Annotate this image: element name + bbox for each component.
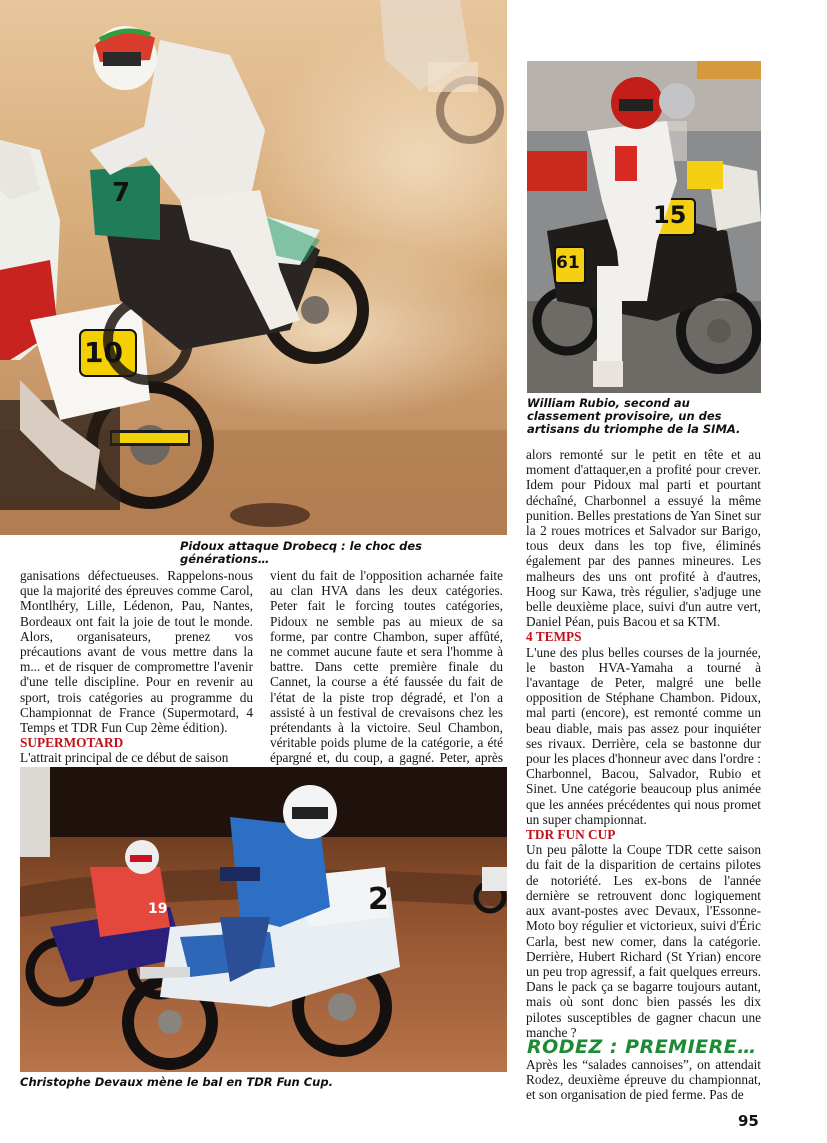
- column-middle: [270, 568, 503, 781]
- column-left: [20, 568, 253, 766]
- bib-number-2: 2: [368, 882, 389, 917]
- section-title-rodez: RODEZ : PREMIERE…: [527, 1036, 757, 1058]
- bib-number-10: 10: [84, 336, 123, 369]
- heading-4-temps: 4 TEMPS: [526, 629, 582, 645]
- right-photo-scene: [527, 61, 761, 393]
- heading-tdr-fun-cup: TDR FUN CUP: [526, 827, 616, 843]
- column-right-paragraph-2: L'une des plus belles courses de la journée, le baston HVA-Yamaha a tourné à l'avantage de Peter, malgré une belle opposition de Stéphane Chambon. Pidoux, mal parti (encore), est remonté comme un beau diable, mais pas assez pour inquiéter ses rivaux. Derrière, cela se bastonne dur pour les places d'honneur avec dans l'ordre : Charbonnel, Bacou, Salvador, Rubio et Sinet. Une catégorie beaucoup plus animée que les années précédentes qui nous promet un super championnat.: [526, 644, 761, 827]
- top-photo: [0, 0, 507, 535]
- bib-number-61: 61: [556, 253, 580, 273]
- column-middle-paragraph-1: vient du fait de l'opposition acharnée faite au clan HVA dans les deux catégories. Peter fait le forcing toutes catégories, Pidoux ne semble pas au mieux de sa forme, par contre Chambon, super affûté, ne commet aucune faute et sera l'homme à battre. Dans cette première finale du Cannet, la course a été faussée du fait de l'état de la piste trop dégradé, et l'on a assisté à un festival de crevaisons chez les prétendants à la victoire. Seul Chambon, véritable poids plume de la catégorie, a été épargné et, du coup, a gagné. Peter, après: [270, 568, 503, 766]
- bottom-photo: [20, 767, 507, 1072]
- bottom-photo-scene: [20, 767, 507, 1072]
- right-photo-caption: William Rubio, second au classement provisoire, un des artisans du triomphe de la SIMA.: [527, 396, 741, 436]
- column-right: [526, 447, 761, 1040]
- heading-supermotard: SUPERMOTARD: [20, 735, 124, 751]
- column-right-paragraph-3: Un peu pâlotte la Coupe TDR cette saison du fait de la disparition de certains pilotes de notoriété. Les ex-bons de l'année dernière se retrouvent donc logiquement aux avant-postes avec Devaux, l'Essonne-Moto boy régulier et victorieux, suivi d'Éric Carla, best new comer, dans la catégorie. Derrière, Hubert Richard (St Yrian) encore un peu trop agressif, a fait quelques erreurs. Dans le pack ça se bagarre toujours autant, mais où sont donc bien passés les dix pilotes susceptibles de gagner chacun une manche ?: [526, 842, 761, 1040]
- page-number: 95: [738, 1112, 759, 1130]
- right-photo: [527, 61, 761, 393]
- section-rodez-paragraph: Après les “salades cannoises”, on attendait Rodez, deuxième épreuve du championnat, et son organisation de pied ferme. Pas de: [526, 1057, 761, 1103]
- bib-number-7: 7: [112, 178, 131, 208]
- top-photo-caption: Pidoux attaque Drobecq : le choc des générations…: [180, 539, 422, 566]
- column-right-paragraph-1: alors remonté sur le petit en tête et au moment d'attaquer,en a profité pour crever. Idem pour Pidoux mal parti et pourtant déchaîné, Charbonnel a essuyé la même punition. Belles prestations de Yan Sinet sur la 2 roues motrices et Salvador sur Barigo, tous deux dans les top five, éliminés également par des pannes mineures. Les malheurs des uns ont profité à d'autres, Hoog sur Kawa, très régulier, s'adjuge une belle deuxième place, suivi d'un autre vert, Daniel Péan, puis Bacou et sa KTM.: [526, 447, 761, 630]
- top-photo-scene: [0, 0, 507, 535]
- bib-number-15: 15: [653, 201, 687, 229]
- column-left-paragraph-2: L'attrait principal de ce début de saison: [20, 750, 229, 766]
- bottom-photo-caption: Christophe Devaux mène le bal en TDR Fun Cup.: [20, 1075, 333, 1089]
- column-left-paragraph-1: ganisations défectueuses. Rappelons-nous que la majorité des épreuves comme Carol, Montlhéry, Lille, Lédenon, Pau, Nantes, Bordeaux ont fait la joie de tout le monde. Alors, organisateurs, prenez vos précautions avant de vous mettre dans la m... et de risquer de compromettre l'avenir d'une telle discipline. Pour en revenir au sport, trois catégories au programme du Championnat de France (Supermotard, 4 Temps et TDR Fun Cup 2ème édition).: [20, 568, 253, 736]
- bib-number-19: 19: [148, 901, 168, 917]
